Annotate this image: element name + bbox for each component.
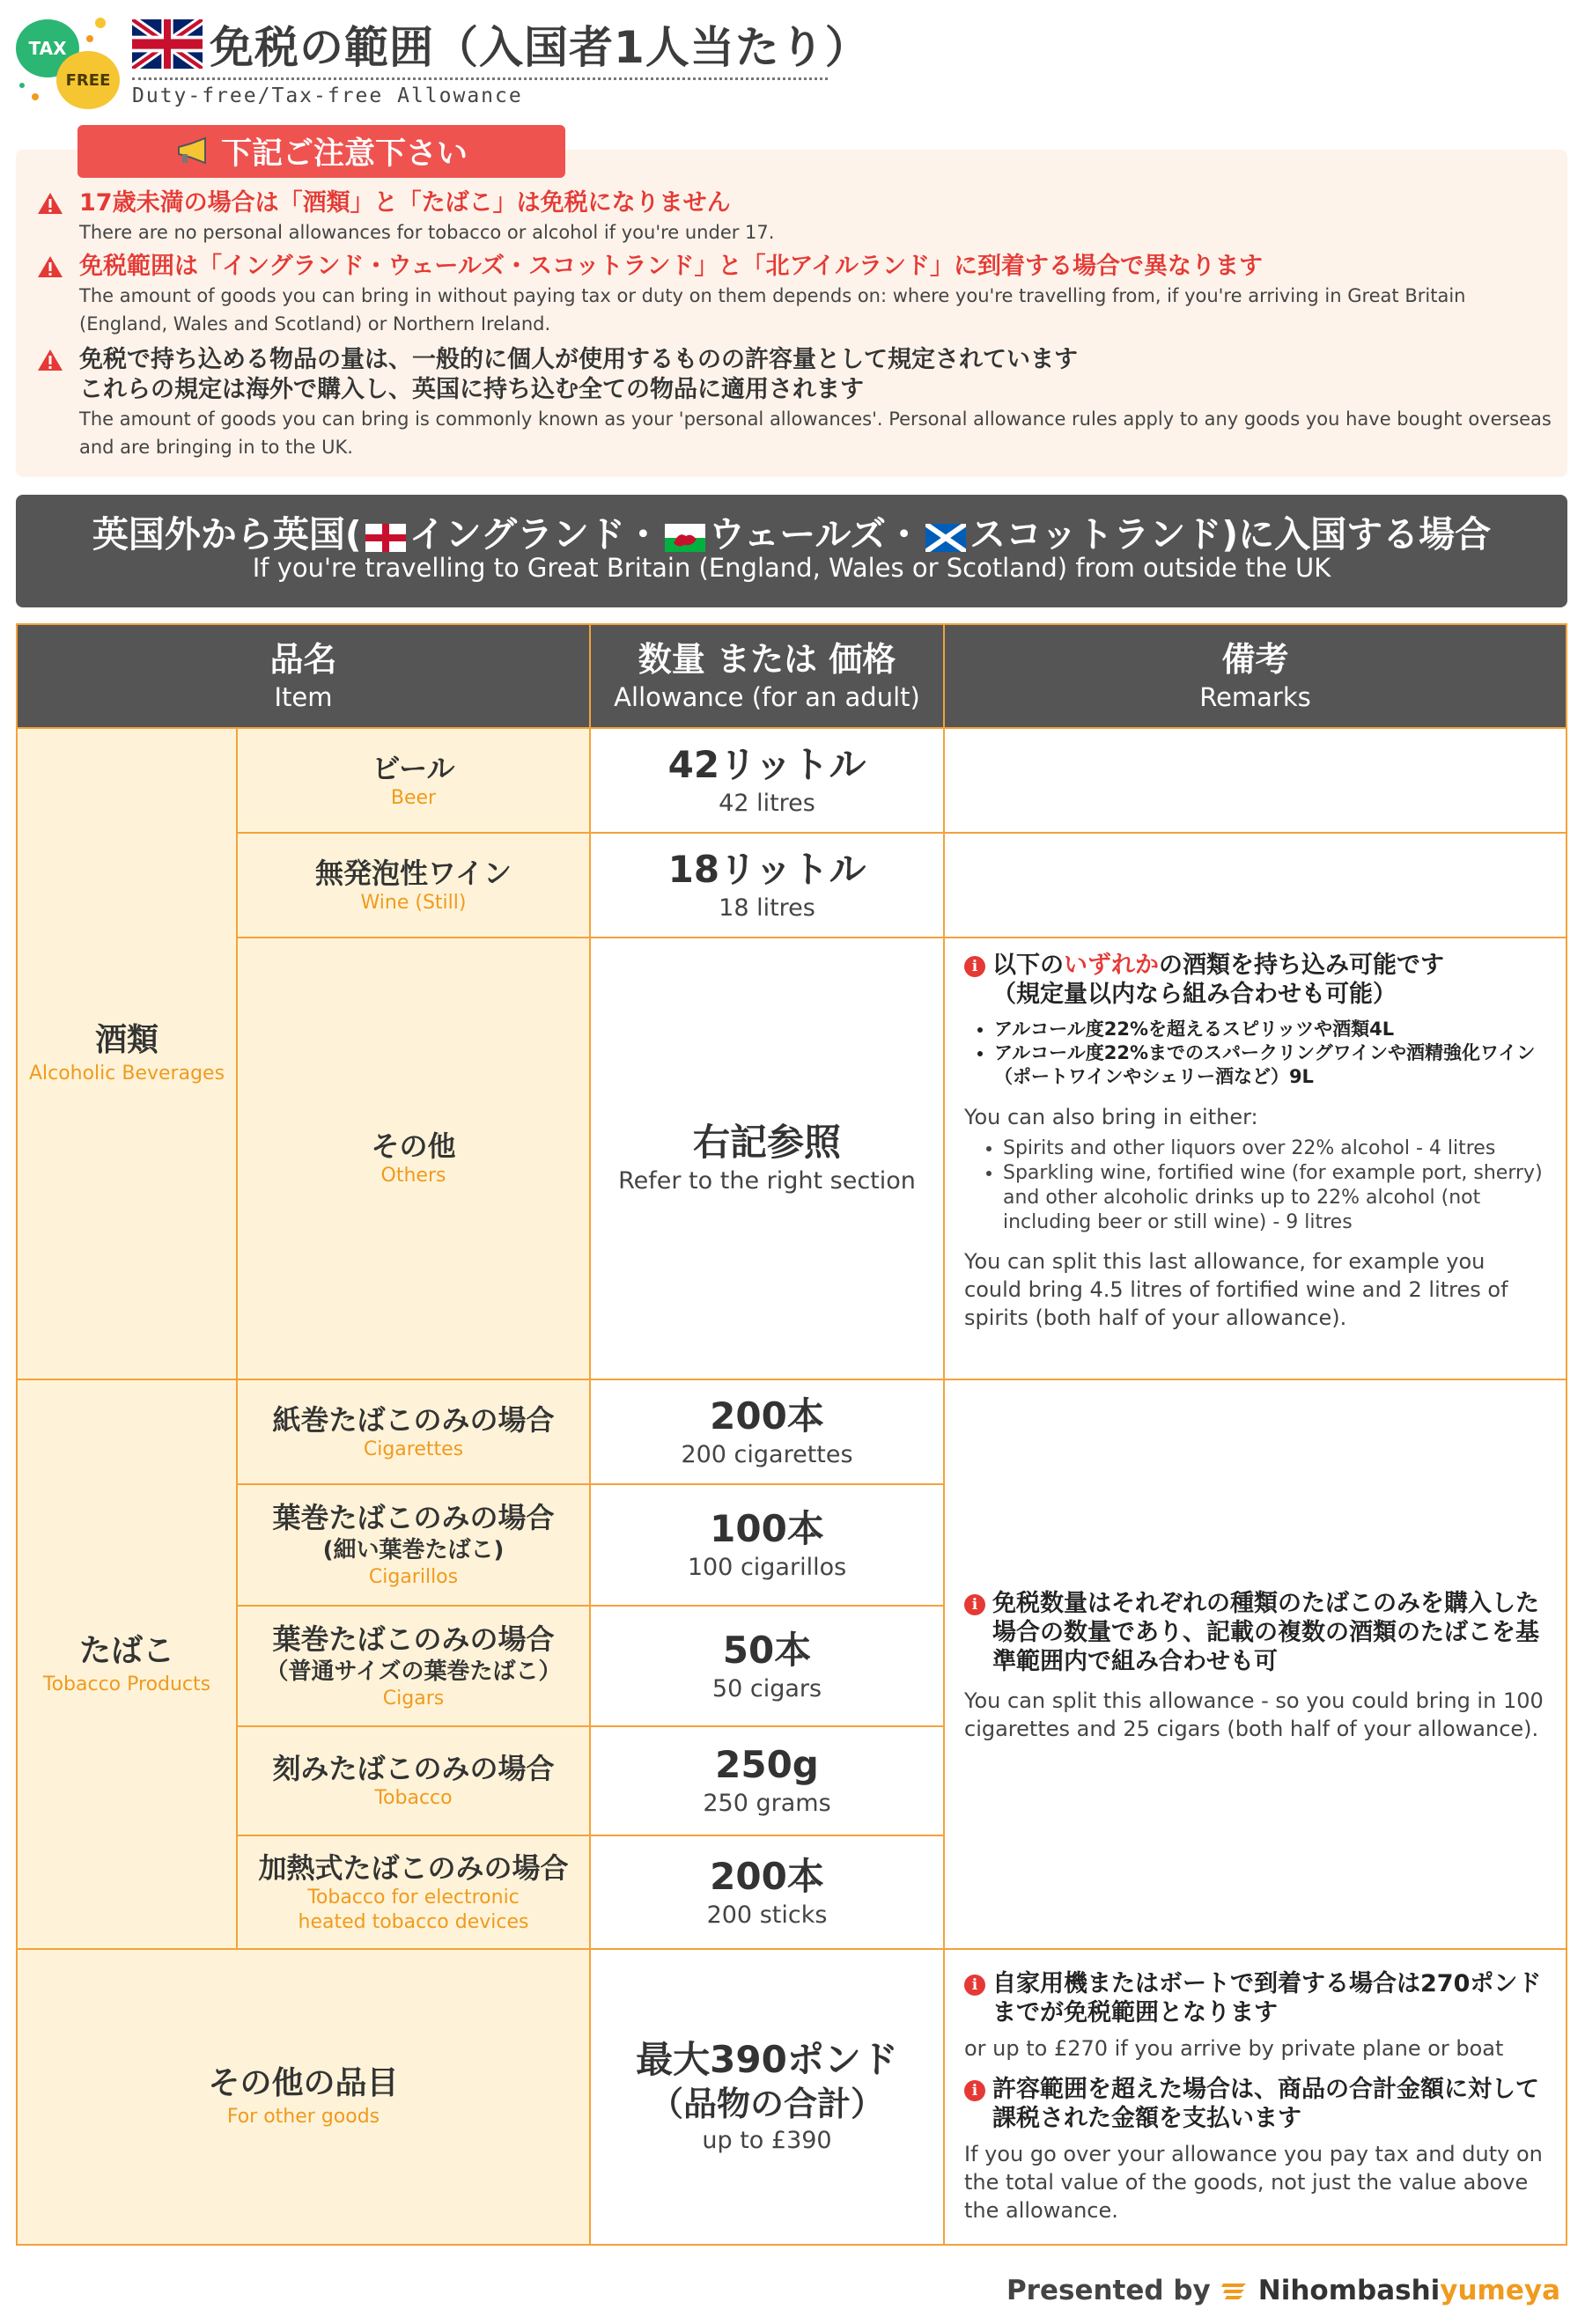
info-icon: i [964,2080,985,2101]
category-tobacco [16,1379,238,1950]
item-en: Others [380,1165,446,1187]
brand-name-b: yumeya [1440,2275,1560,2306]
remark-en-split: You can split this last allowance, for example you could bring 4.5 litres of fortified wine and 2 litres of spirits (both half of your allowance). [964,1249,1508,1330]
allowance-jp: 50本 [722,1628,812,1672]
item-jp: ビール [372,751,455,785]
remark-en: You can split this allowance - so you could bring in 100 cigarettes and 25 cigars (both half of your allowance). [964,1688,1544,1741]
item-wine [236,832,591,938]
item-en: Cigarettes [363,1438,464,1460]
item-jp: 葉巻たばこのみの場合 [272,1501,555,1534]
uk-flag-icon [132,19,203,69]
warning-icon [37,349,63,371]
header-allowance-en: Allowance (for an adult) [614,682,920,712]
allowance-en: up to £390 [702,2127,832,2154]
remark-en-list [1003,1136,1546,1235]
title-divider [132,77,828,80]
allowance-jp: 200本 [710,1394,824,1438]
notice-item [37,188,1552,246]
item-cigarettes [236,1379,591,1485]
item-jp: 加熱式たばこのみの場合 [258,1850,569,1885]
allowance-others [589,937,945,1380]
item-jp-sub: (細い葉巻たばこ) [322,1537,505,1563]
remarks-others [943,937,1567,1380]
item-jp-sub: （普通サイズの葉巻たばこ） [265,1658,562,1685]
decor-dot [86,35,93,42]
header-item-en: Item [274,682,333,712]
info-icon: i [964,956,985,977]
remark-row [964,2075,1546,2133]
category-jp: その他の品目 [208,2065,399,2101]
decor-dot [32,93,39,100]
banner-england: イングランド・ [409,513,661,555]
item-others [236,937,591,1380]
notice-item [37,345,1552,461]
allowance-jp: 100本 [710,1507,824,1550]
brand-logo-icon [1220,2278,1250,2303]
remark-row [964,951,1444,1009]
decor-dot [19,83,25,88]
header-allowance [589,623,945,729]
remark-jp: 免税数量はそれぞれの種類のたばこのみを購入した場合の数量であり、記載の複数の酒類のたばこを基準範囲内で組み合わせも可 [992,1590,1539,1675]
remark-jp: 以下のいずれかの酒類を持ち込み可能です [992,952,1444,979]
wales-flag-icon [665,524,705,552]
decor-dot [95,18,106,28]
page-header [0,0,1585,132]
banner-wales: ウェールズ・ [708,513,923,555]
category-alcohol [16,727,238,1380]
notice-tab [77,125,565,178]
notice-tab-label: 下記ご注意下さい [220,136,468,172]
header-remarks-jp: 備考 [1221,640,1289,679]
allowance-jp: 右記参照 [692,1121,841,1164]
presented-by-label: Presented by [1006,2275,1211,2306]
category-en: Alcoholic Beverages [28,1063,225,1085]
header-remarks-en: Remarks [1199,682,1311,712]
item-jp: 紙巻たばこのみの場合 [272,1402,555,1437]
allowance-jp: 250g [715,1743,819,1786]
item-en: Cigars [382,1687,445,1710]
page-title: 免税の範囲（入国者1人当たり） [210,22,870,73]
list-item: • アルコール度22%を超えるスピリッツや酒類4L [994,1018,1546,1041]
category-en: Tobacco Products [42,1673,211,1695]
item-cigarillos [236,1483,591,1607]
banner-scotland: スコットランド)に入国する場合 [969,513,1492,555]
allowance-en: 100 cigarillos [687,1554,847,1581]
free-badge: FREE [56,51,120,109]
banner-title [16,505,1567,557]
remark-en: or up to £270 if you arrive by private plane or boat [964,2036,1504,2061]
allowance-en: 250 grams [703,1790,831,1817]
banner-prefix: 英国外から英国( [92,513,362,555]
item-heated-tobacco [236,1835,591,1950]
item-cigars [236,1605,591,1727]
allowance-en: 200 cigarettes [681,1440,853,1468]
category-other-goods [16,1948,591,2246]
notice-en: There are no personal allowances for tobacco or alcohol if you're under 17. [79,222,775,243]
notice-jp: 免税で持ち込める物品の量は、一般的に個人が使用するものの許容量として規定されています [79,346,1078,373]
remark-row [964,1589,1546,1676]
list-item: • Spirits and other liquors over 22% alcohol - 4 litres [1003,1136,1546,1161]
allowance-jp: 200本 [710,1854,824,1898]
remarks-tobacco [943,1379,1567,1950]
allowance-tobacco [589,1725,945,1836]
allowance-heated-tobacco [589,1835,945,1950]
allowance-jp: 最大390ポンド [636,2038,898,2081]
info-icon: i [964,1975,985,1996]
remark-jp-line2: （規定量以内なら組み合わせも可能） [992,981,1397,1008]
tax-badge: TAX [16,19,79,77]
allowance-cigarillos [589,1483,945,1607]
allowance-en: Refer to the right section [618,1167,916,1195]
allowance-beer [589,727,945,834]
notice-en: The amount of goods you can bring is commonly known as your 'personal allowances'. Personal allowance rules apply to any goods you have bought overseas and are bringing in to the UK. [79,408,1552,458]
notice-item [37,252,1552,338]
scotland-flag-icon [925,524,966,552]
item-en: Tobacco [374,1787,453,1809]
england-flag-icon [365,524,406,552]
remarks-other-goods [943,1948,1567,2246]
header-item [16,623,591,729]
remark-jp: 許容範囲を超えた場合は、商品の合計金額に対して課税された金額を支払います [992,2076,1539,2132]
allowance-en: 42 litres [719,789,815,817]
item-jp: 無発泡性ワイン [314,856,512,890]
notice-jp-line2: これらの規定は海外で購入し、英国に持ち込む全ての物品に適用されます [79,376,864,403]
list-item: • Sparkling wine, fortified wine (for example port, sherry) and other alcoholic drinks up to 22% alcohol (not including beer or still wine) - 9 litres [1003,1161,1546,1235]
allowance-cigarettes [589,1379,945,1485]
remarks-beer [943,727,1567,834]
item-en: Wine (Still) [360,891,467,914]
allowance-jp: 18リットル [667,847,866,891]
notice-en: The amount of goods you can bring in without paying tax or duty on them depends on: where you're travelling from, if you're arriving in Great Britain (England, Wales and Scotland) or Northern Ireland. [79,285,1466,335]
allowance-en: 18 litres [719,894,815,922]
allowance-cigars [589,1605,945,1727]
category-jp: たばこ [78,1632,174,1669]
header-item-jp: 品名 [269,640,337,679]
remark-jp: 自家用機またはボートで到着する場合は270ポンドまでが免税範囲となります [992,1970,1542,2026]
banner-subtitle: If you're travelling to Great Britain (England, Wales or Scotland) from outside the UK [252,553,1331,583]
warning-icon [37,255,63,278]
megaphone-icon [175,136,210,166]
item-en: Beer [390,786,437,809]
remarks-wine [943,832,1567,938]
section-banner [16,495,1567,607]
category-jp: 酒類 [94,1022,158,1058]
footer-credit [1006,2275,1560,2306]
item-tobacco [236,1725,591,1836]
brand-name [1258,2275,1560,2306]
allowance-en: 50 cigars [711,1674,822,1703]
warning-icon [37,192,63,215]
allowance-other-goods [589,1948,945,2246]
page-subtitle: Duty-free/Tax-free Allowance [132,85,523,107]
header-remarks [943,623,1567,729]
allowance-jp-sub: （品物の合計） [649,2085,884,2123]
remark-jp-list [994,1018,1546,1089]
item-jp: その他 [371,1129,456,1163]
item-en: Cigarillos [368,1566,459,1588]
remark-en-intro: You can also bring in either: [964,1105,1258,1129]
header-allowance-jp: 数量 または 価格 [638,640,896,679]
notice-jp: 17歳未満の場合は「酒類」と「たばこ」は免税になりません [79,189,731,217]
item-jp: 葉巻たばこのみの場合 [272,1622,555,1656]
remark-row [964,1969,1546,2027]
remark-en: If you go over your allowance you pay tax and duty on the total value of the goods, not just the value above the allowance. [964,2142,1543,2223]
allowance-jp: 42リットル [667,742,866,786]
info-icon: i [964,1594,985,1615]
allowance-wine [589,832,945,938]
list-item: • アルコール度22%までのスパークリングワインや酒精強化ワイン（ポートワインやシェリー酒など）9L [994,1041,1546,1089]
category-en: For other goods [226,2106,380,2128]
brand-name-a: Nihombashi [1257,2275,1441,2306]
item-jp: 刻みたばこのみの場合 [272,1752,555,1785]
item-beer [236,727,591,834]
item-en: Tobacco for electronic heated tobacco devices [298,1886,529,1933]
notice-jp: 免税範囲は「イングランド・ウェールズ・スコットランド」と「北アイルランド」に到着する場合で異なります [79,253,1264,280]
allowance-en: 200 sticks [706,1901,828,1929]
